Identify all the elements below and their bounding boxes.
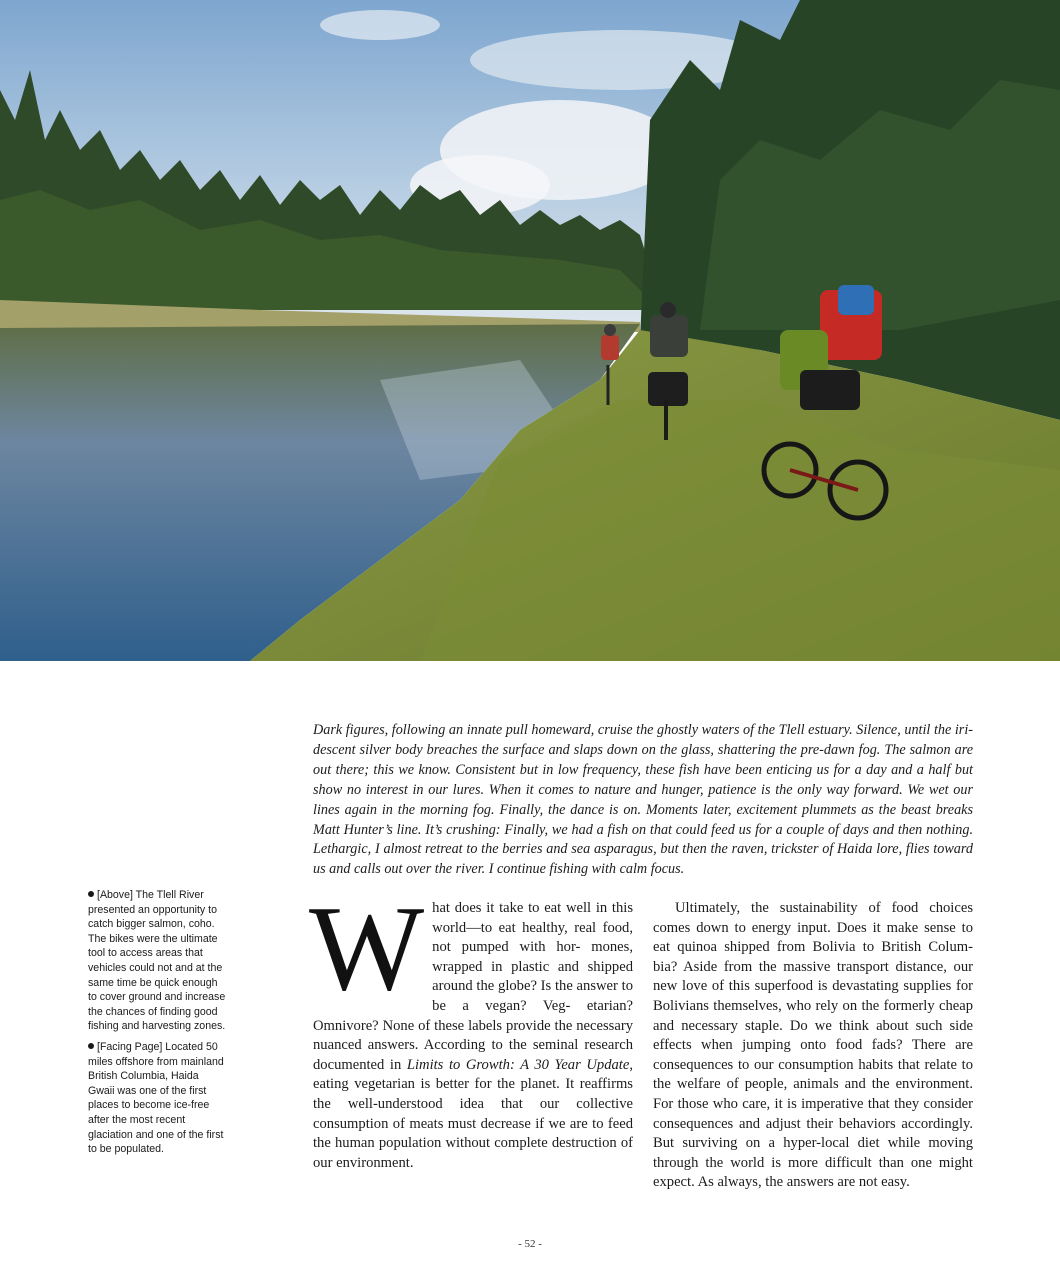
body-column-right [653,899,973,1193]
body-paragraph-right: Ultimately, the sustainability of food choices comes down to energy input. Does it make sense to eat quinoa shipped from Bolivia to British Colum- bia? Aside from the massive transport distance, our new love of this superfood is devastating supplies for Bolivians themselves, who rely on the formerly cheap and necessary staple. Do we think about such side effects when jumping onto food fads? There are consequences to our consumption habits that relate to the welfare of people, animals and the environment. For those who care, it is imperative that they consider consequences and adjust their behaviors accordingly. But surviving on a hyper-local diet while moving through the world is more difficult than one might expect. As always, the answers are not easy. [653,900,973,1191]
page-number: - 52 - [518,1238,542,1250]
bullet-icon [88,891,94,897]
body-column-left [309,881,633,1173]
caption-facing-page: [Facing Page] Located 50 miles offshore from mainland British Columbia, Haida Gwaii was one of the first places to become ice-free after the most recent glaciation and one of the first to be populated. [88,1040,224,1156]
body-paragraph-left: What does it take to eat well in this world—to eat healthy, real food, not pumped with hor- mones, wrapped in plastic and shipped around the globe? Is the answer to be a vegan? Veg- etarian? Omnivore? None of these labels provide the necessary nuanced answers. According to the seminal research documented in Limits to Growth: A 30 Year Update, eating vegetarian is better for the planet. It reaffirms the well-understood idea that our collective consumption of meats must decrease if we are to feed the human population without complete destruction of our environment. [309,881,633,1171]
book-title: Limits to Growth: A 30 Year Update [406,1056,630,1073]
photo-captions [88,888,228,1163]
drop-cap: W [309,881,425,1016]
caption-above: [Above] The Tlell River presented an opportunity to catch bigger salmon, coho. The bikes were the ultimate tool to access areas that vehicles could not and at the same time be quick enough to cover ground and increase the chances of finding good fishing and harvesting zones. [88,889,226,1033]
bullet-icon [88,1043,94,1049]
intro-paragraph: Dark figures, following an innate pull homeward, cruise the ghostly waters of the Tlell estuary. Silence, until the iri- descent silver body breaches the surface and slaps down on the glass, shattering the pre-dawn fog. The salmon are out there; this we know. Consistent but in low frequency, these fish have been enticing us for a day and a half but show no interest in our lures. When it comes to nature and hunger, patience is the only way forward. We wet our lines again in the morning fog. Finally, the dance is on. Moments later, excitement plummets as the beast breaks Matt Hunter’s line. It’s crushing: Finally, we had a fish on that could feed us for a couple of days and then nothing. Lethargic, I almost retreat to the berries and sea asparagus, but then the raven, trickster of Haida lore, flies toward us and calls out over the river. I continue fishing with calm focus. [313,722,973,878]
